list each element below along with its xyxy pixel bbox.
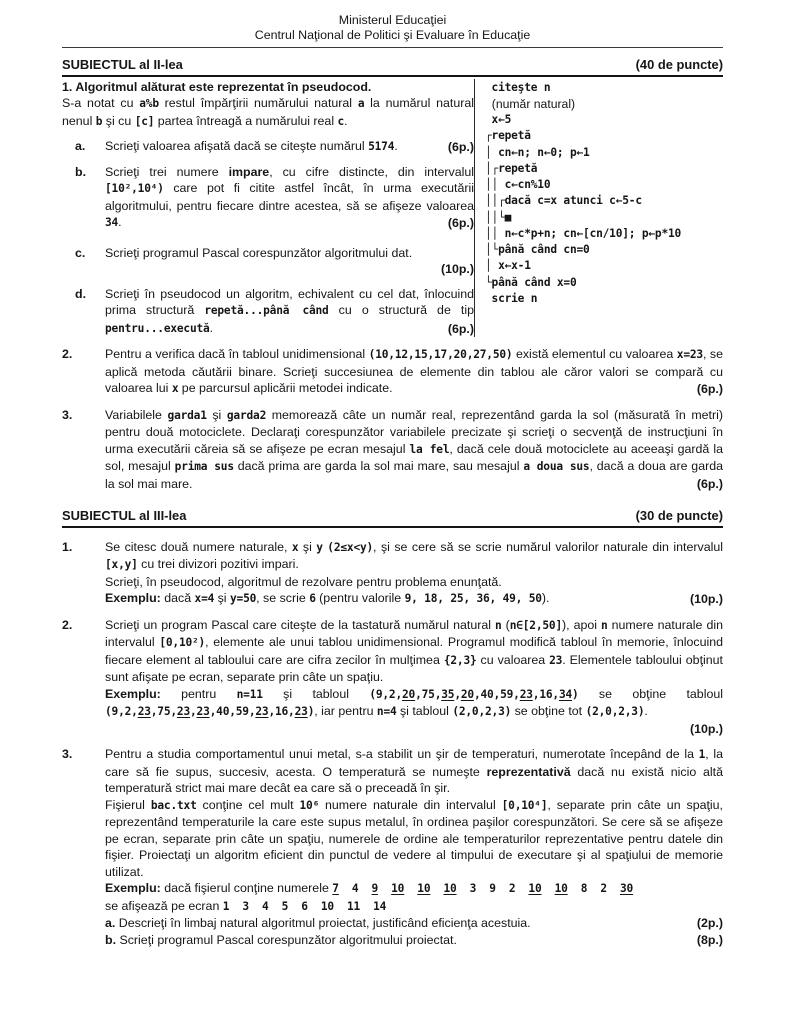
s3-problem1-statement: Se citesc două numere naturale, x şi y (2≤x<y), şi se cere să se scrie numărul valorilor naturale din intervalul [x,y] cu trei divizori pozitivi impari.: [105, 539, 723, 571]
s3-problem2-block: [62, 617, 723, 738]
s3-problem3-sub-b: [105, 932, 723, 949]
page-header: [62, 13, 723, 48]
s3-problem3-statement: Pentru a studia comportamentul unui metal, s-a stabilit un şir de temperaturi, numerotate începând de la 1, la care să fie supus, succesiv, acesta. O temperatură se numeşte reprezentativă dacă nu există nicio altă temperatură strict mai mare decât ea care să o preceadă în şir.: [105, 747, 723, 795]
s3-problem3-example-output: se afişează pe ecran 1 3 4 5 6 10 11 14: [105, 898, 387, 913]
sub-d-points: (6p.): [447, 321, 474, 336]
s3-problem3-example-input: Exemplu: dacă fişierul conţine numerele 7 4 9 10 10 10 3 9 2 10 10 8 2 30: [105, 881, 634, 895]
problem1-title: 1. Algoritmul alăturat este reprezentat în pseudocod.: [62, 79, 372, 94]
pseudocode-column: [475, 79, 723, 338]
sub-d-text: Scrieţi în pseudocod un algoritm, echivalent cu cel dat, înlocuind prima structură repetă...până când cu o structură de tip pentru...execută.: [105, 286, 474, 335]
sub-c-points: (10p.): [440, 262, 474, 276]
s3-problem3-marker: 3.: [62, 747, 73, 761]
s3-problem1-example: Exemplu: dacă x=4 şi y=50, se scrie 6 (pentru valorile 9, 18, 25, 36, 49, 50).: [105, 591, 550, 605]
problem3-statement: Variabilele garda1 şi garda2 memorează câte un număr real, reprezentând garda la sol (măsurată în metri) pentru două motociclete. Declaraţi corespunzător variabilele precizate şi scrieţi o secvenţă de instrucţiuni în urma executării căreia să se afişeze pe ecran mesajul la fel, dacă cele două motociclete au aceeaşi gardă la sol, mesajul prima sus dacă prima are garda la sol mai mare, sau mesajul a doua sus, dacă a doua are garda la sol mai mare.: [105, 407, 723, 491]
sub-b-marker: b.: [75, 164, 87, 179]
s3-sub-b-points: (8p.): [696, 932, 723, 947]
sub-d-marker: d.: [75, 286, 87, 301]
section2-heading: [62, 57, 723, 77]
sub-a-marker: a.: [75, 139, 86, 153]
s3-problem1-block: [62, 539, 723, 608]
s3-problem3-sub-a: [105, 915, 723, 932]
problem1-intro: S-a notat cu a%b restul împărţirii numărului natural a la numărul natural nenul b şi cu [c] partea întreagă a numărului real c.: [62, 96, 474, 128]
sub-a-text: Scrieţi valoarea afişată dacă se citeşte numărul 5174.: [105, 139, 398, 153]
section3-heading: [62, 508, 723, 528]
problem2-statement: Pentru a verifica dacă în tabloul unidimensional (10,12,15,17,20,27,50) există elementul cu valoarea x=23, se aplică metoda căutării binare. Scrieţi succesiunea de elemente din tablou ale căror valori se compară cu valoarea lui x pe parcursul aplicării metodei indicate.: [105, 347, 723, 395]
problem1-text-column: [62, 79, 474, 338]
problem1-sub-b: [62, 164, 474, 232]
s3-sub-a-points: (2p.): [696, 916, 723, 930]
s3-sub-b-text: b. Scrieţi programul Pascal corespunzător algoritmului proiectat.: [105, 932, 457, 947]
sub-b-text: Scrieţi trei numere impare, cu cifre distincte, din intervalul [10²,10⁴) care pot fi citite astfel încât, în urma executării algoritmului, pentru fiecare dintre acestea, să se afişeze valoarea 34.: [105, 164, 474, 229]
problem3-block: [62, 407, 723, 493]
s3-problem1-task: Scrieţi, în pseudocod, algoritmul de rezolvare pentru problema enunţată.: [105, 574, 502, 589]
problem1-sub-a: [62, 138, 474, 156]
s3-problem1-points: (10p.): [689, 592, 723, 606]
s3-problem1-marker: 1.: [62, 539, 73, 554]
problem3-points: (6p.): [696, 476, 723, 491]
s3-problem2-example: Exemplu: pentru n=11 şi tabloul (9,2,20,75,35,20,40,59,23,16,34) se obţine tabloul (9,2,23,75,23,23,40,59,23,16,23), iar pentru n=4 şi tabloul (2,0,2,3) se obţine tot (2,0,2,3).: [105, 686, 723, 718]
s3-problem2-marker: 2.: [62, 617, 73, 632]
section3-points: (30 de puncte): [635, 508, 723, 523]
s3-problem3-file-description: Fişierul bac.txt conţine cel mult 10⁶ numere naturale din intervalul [0,10⁴], separate prin câte un spaţiu, reprezentând temperaturile la care este supus metalul, în ordinea paşilor corespunzători. Se cere să se afişeze pe ecran, separate prin câte un spaţiu, numerele de ordine ale temperaturilor reprezentative pentru datele din fişier. Proiectaţi un algoritm eficient din punctul de vedere al timpului de executare şi al spaţiului de memorie utilizat.: [105, 797, 724, 879]
problem2-points: (6p.): [696, 382, 723, 396]
section2-points: (40 de puncte): [635, 57, 723, 72]
sub-c-text: Scrieţi programul Pascal corespunzător algoritmului dat.: [105, 245, 413, 260]
sub-a-points: (6p.): [447, 140, 474, 154]
pseudocode-listing: citeşte n (număr natural) x←5 ┌repetă │ cn←n; n←0; p←1 │┌repetă ││ c←cn%10 ││┌dacă c=x atunci c←5-c ││└■ ││ n←c*p+n; cn←[cn/10]; p←p*10 │└până când cn=0 │ x←x-1 └până când x=0 scrie n: [485, 80, 682, 305]
problem2-marker: 2.: [62, 347, 73, 361]
problem1-block: [62, 79, 723, 338]
problem1-sub-c: [62, 245, 474, 278]
sub-c-marker: c.: [75, 245, 86, 260]
section2-title: SUBIECTUL al II-lea: [62, 57, 183, 72]
s3-sub-a-text: a. Descrieţi în limbaj natural algoritmul proiectat, justificând eficienţa acestuia.: [105, 916, 531, 930]
s3-problem2-statement: Scrieţi un program Pascal care citeşte de la tastatură numărul natural n (n∈[2,50]), apoi n numere naturale din intervalul [0,10²), elemente ale unui tablou unidimensional. Programul modifică tabloul în memorie, înlocuind fiecare element al tabloului care are cifra zecilor în mulţimea {2,3} cu valoarea 23. Elementele tabloului obţinut sunt afişate pe ecran, separate prin câte un spaţiu.: [105, 617, 723, 684]
center-line: Centrul Naţional de Politici şi Evaluare în Educaţie: [254, 28, 531, 42]
problem2-block: [62, 346, 723, 398]
s3-problem3-block: [62, 746, 723, 948]
problem3-marker: 3.: [62, 407, 73, 422]
problem1-sub-d: [62, 286, 474, 338]
s3-problem2-points: (10p.): [689, 721, 723, 736]
ministry-line: Ministerul Educaţiei: [338, 13, 447, 27]
section3-title: SUBIECTUL al III-lea: [62, 508, 187, 523]
sub-b-points: (6p.): [447, 216, 474, 230]
